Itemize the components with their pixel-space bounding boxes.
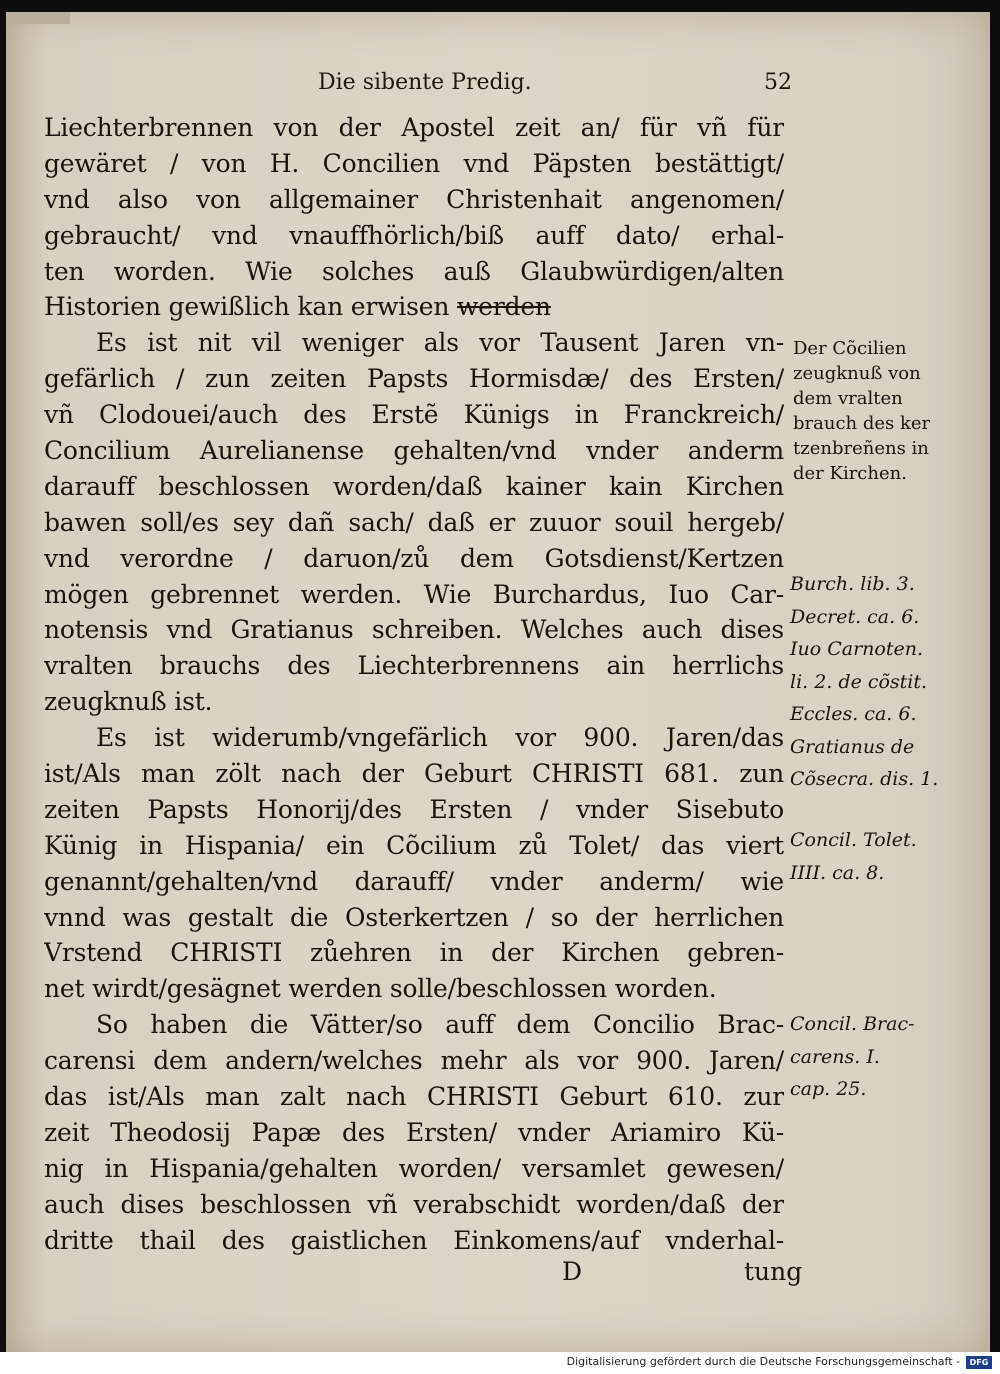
text-line: gewäret / von H. Concilien vnd Päpsten bestättigt/ [44, 148, 784, 178]
marginal-line: Cõsecra. dis. 1. [790, 768, 939, 790]
text-line: So haben die Vätter/so auff dem Concilio Brac- [96, 1010, 784, 1040]
marginal-line: Concil. Tolet. [790, 829, 917, 851]
marginal-line: Eccles. ca. 6. [790, 703, 917, 725]
marginal-line: tzenbreñens in [793, 438, 929, 459]
text-line: vñ Clodouei/auch des Erstẽ Künigs in Franckreich/ [44, 400, 784, 430]
footer-bar [0, 1352, 1000, 1374]
marginal-line: Iuo Carnoten. [790, 638, 923, 660]
text-line: vnd also von allgemainer Christenhait angenomen/ [44, 184, 784, 214]
page-number: 52 [764, 70, 792, 95]
page-edge-tab [6, 12, 70, 24]
text-line: ist/Als man zölt nach der Geburt CHRISTI 681. zun [44, 759, 784, 789]
text-line: vnnd was gestalt die Osterkertzen / so der herrlichen [44, 902, 784, 932]
marginal-line: zeugknuß von [793, 363, 921, 384]
text-line: genannt/gehalten/vnd darauff/ vnder anderm/ wie [44, 866, 784, 896]
text-line: Historien gewißlich kan erwisen [44, 292, 450, 322]
marginal-line: Decret. ca. 6. [790, 605, 920, 628]
marginal-line: li. 2. de cõstit. [790, 670, 928, 693]
text-line: das ist/Als man zalt nach CHRISTI Geburt 610. zur [44, 1082, 784, 1112]
catchword: tung [744, 1257, 803, 1286]
text-line: darauff beschlossen worden/daß kainer kain Kirchen [44, 471, 784, 501]
text-line: gefärlich / zun zeiten Papsts Hormisdæ/ des Ersten/ [44, 364, 784, 394]
text-line: vnd verordne / daruon/zů dem Gotsdienst/Kertzen [44, 543, 784, 573]
marginal-line: Der Cõcilien [793, 338, 907, 359]
text-line: Künig in Hispania/ ein Cõcilium zů Tolet/ das viert [44, 830, 784, 860]
text-line: mögen gebrennet werden. Wie Burchardus, Iuo Car- [44, 579, 784, 609]
struck-word: werden [456, 292, 551, 322]
text-line: Es ist nit vil weniger als vor Tausent Jaren vn- [96, 328, 784, 358]
text-line: Es ist widerumb/vngefärlich vor 900. Jaren/das [96, 723, 784, 753]
text-line: ten worden. Wie solches auß Glaubwürdigen/alten [44, 256, 784, 286]
text-line: bawen soll/es sey dañ sach/ daß er zuuor souil hergeb/ [44, 507, 784, 537]
marginal-line: Concil. Brac- [790, 1013, 915, 1035]
text-line: Concilium Aurelianense gehalten/vnd vnder anderm [44, 436, 784, 466]
text-line-struck [44, 289, 784, 325]
text-line: gebraucht/ vnd vnauffhörlich/biß auff dato/ erhal- [44, 220, 784, 250]
marginal-note-citations [790, 568, 938, 796]
text-line: vralten brauchs des Liechterbrennens ain herrlichs [44, 651, 784, 681]
marginal-note-braga [790, 1008, 915, 1106]
catchword-line [44, 1257, 803, 1293]
dfg-logo-icon: DFG [966, 1356, 992, 1369]
text-line: net wirdt/gesägnet werden solle/beschlossen worden. [44, 974, 717, 1004]
book-page [6, 12, 990, 1352]
marginal-note-councils [793, 336, 930, 486]
marginal-line: Gratianus de [790, 735, 915, 758]
marginal-line: dem vralten [793, 388, 903, 409]
text-line: notensis vnd Gratianus schreiben. Welches auch dises [44, 615, 784, 645]
running-title: Die sibente Predig. [318, 70, 532, 95]
marginal-line: IIII. ca. 8. [790, 861, 885, 884]
marginal-line: der Kirchen. [793, 463, 907, 484]
text-line: zeiten Papsts Honorij/des Ersten / vnder Sisebuto [44, 794, 784, 824]
text-line: zeit Theodosij Papæ des Ersten/ vnder Ariamiro Kü- [44, 1117, 784, 1147]
text-line: zeugknuß ist. [44, 687, 213, 717]
text-line: Liechterbrennen von der Apostel zeit an/ für vñ für [44, 113, 784, 142]
signature-mark: D [562, 1257, 583, 1286]
text-line: nig in Hispania/gehalten worden/ versamlet gewesen/ [44, 1153, 784, 1183]
marginal-line: Burch. lib. 3. [790, 573, 915, 595]
text-line: Vrstend CHRISTI zůehren in der Kirchen gebren- [44, 938, 784, 968]
footer-credit: Digitalisierung gefördert durch die Deutsche Forschungsgemeinschaft - [566, 1355, 960, 1368]
main-text-block [44, 110, 784, 1259]
marginal-note-toledo [790, 824, 917, 889]
text-line: carensi dem andern/welches mehr als vor 900. Jaren/ [44, 1046, 784, 1076]
marginal-line: brauch des ker [793, 413, 931, 434]
text-line: auch dises beschlossen vñ verabschidt worden/daß der [44, 1189, 784, 1219]
text-line: dritte thail des gaistlichen Einkomens/auf vnderhal- [44, 1225, 784, 1255]
marginal-line: cap. 25. [790, 1078, 867, 1100]
marginal-line: carens. I. [790, 1045, 880, 1068]
